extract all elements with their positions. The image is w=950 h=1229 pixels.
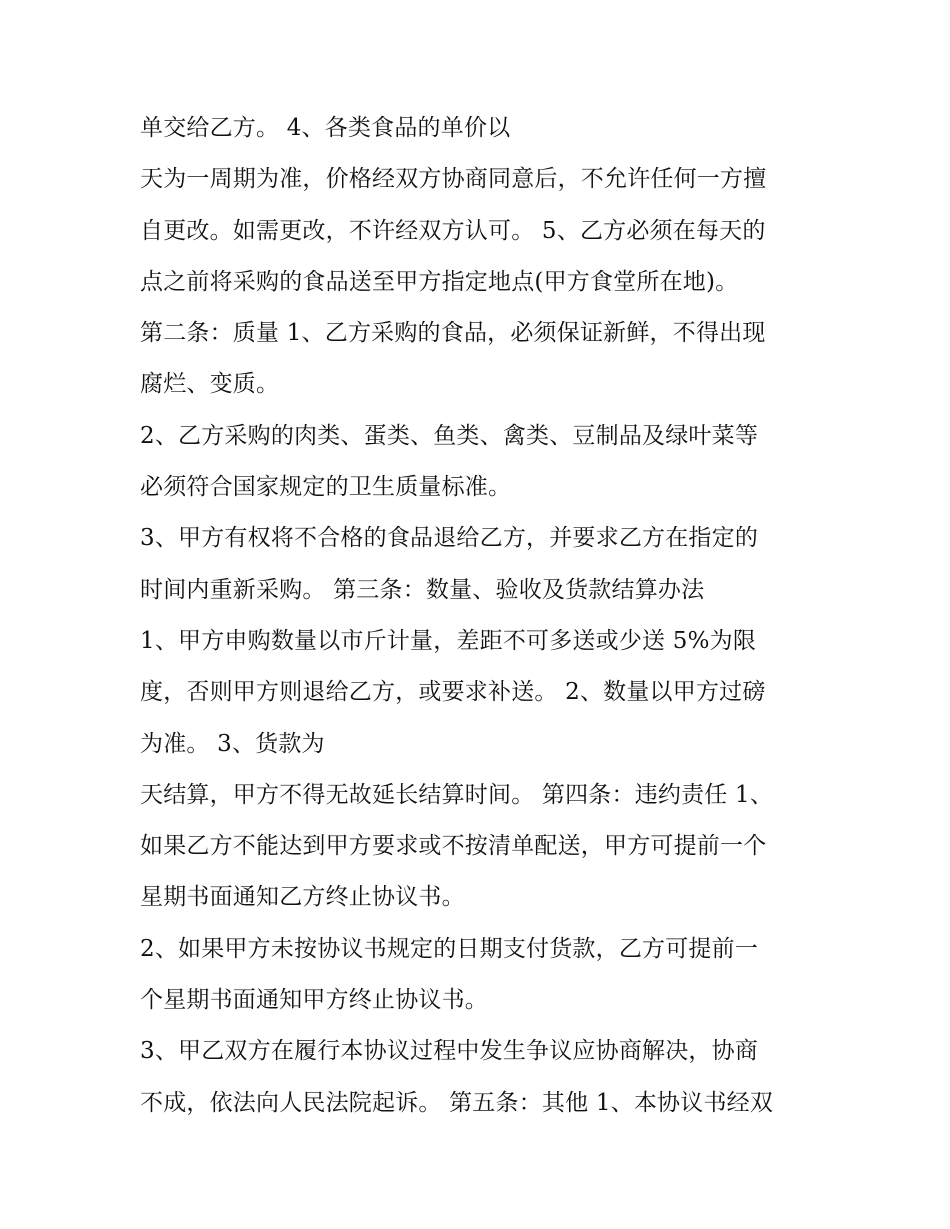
text-line: 自更改。如需更改，不许经双方认可。 5、乙方必须在每天的 [140,217,766,244]
text-line: 2、如果甲方未按协议书规定的日期支付货款，乙方可提前一 [140,935,759,962]
contract-text [140,103,840,1129]
text-line: 腐烂、变质。 [140,371,280,398]
text-line: 不成，依法向人民法院起诉。 第五条：其他 1、本协议书经双 [140,1089,774,1116]
text-line: 星期书面通知乙方终止协议书。 [140,884,465,911]
text-line: 1、甲方申购数量以市斤计量，差距不可多送或少送 5%为限 [140,627,757,654]
text-line: 天结算，甲方不得无故延长结算时间。 第四条：违约责任 1、 [140,781,774,808]
text-line: 如果乙方不能达到甲方要求或不按清单配送，甲方可提前一个 [140,833,767,860]
text-line: 个星期书面通知甲方终止协议书。 [140,987,488,1014]
text-line: 单交给乙方。 4、各类食品的单价以 [140,115,511,141]
text-line: 点之前将采购的食品送至甲方指定地点(甲方食堂所在地)。 [140,268,739,295]
text-line: 度，否则甲方则退给乙方，或要求补送。 2、数量以甲方过磅 [140,679,766,706]
text-line: 第二条：质量 1、乙方采购的食品，必须保证新鲜，不得出现 [140,320,766,347]
text-line: 3、甲乙双方在履行本协议过程中发生争议应协商解决，协商 [140,1038,759,1065]
text-line: 时间内重新采购。 第三条：数量、验收及货款结算办法 [140,576,705,603]
text-line: 3、甲方有权将不合格的食品退给乙方，并要求乙方在指定的 [140,525,759,552]
text-line: 天为一周期为准，价格经双方协商同意后，不允许任何一方擅 [140,166,767,193]
text-line: 为准。 3、货款为 [140,730,325,757]
text-line: 2、乙方采购的肉类、蛋类、鱼类、禽类、豆制品及绿叶菜等 [140,422,759,449]
text-line: 必须符合国家规定的卫生质量标准。 [140,474,512,501]
